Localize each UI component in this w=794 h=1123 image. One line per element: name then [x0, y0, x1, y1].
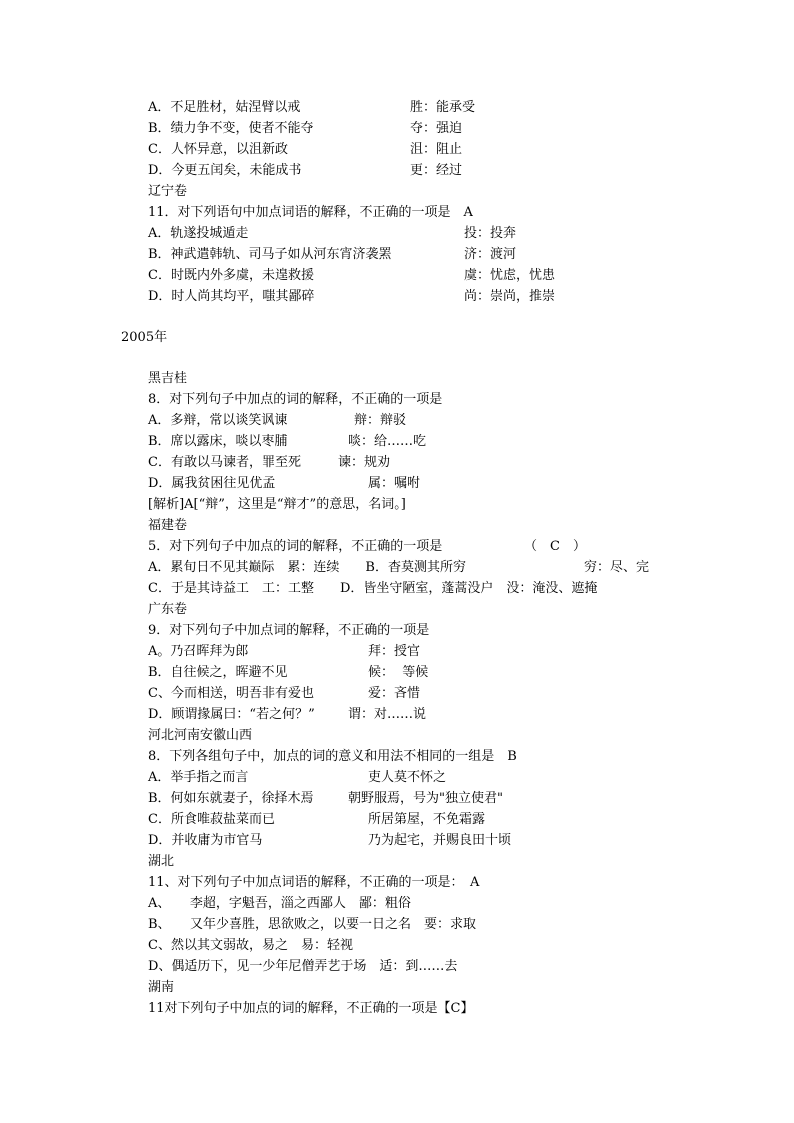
option-a: A．多辩，常以谈笑讽谏 辩：辩驳 — [148, 413, 407, 428]
region-label-hebei: 河北河南安徽山西 — [148, 728, 253, 743]
option-b: B．何如东就妻子，徐择木焉 朝野服焉，号为"独立使君" — [148, 791, 503, 806]
option-a: A．举手指之而言 吏人莫不怀之 — [148, 770, 447, 785]
option-d: D．属我贫困往见优孟 属：嘱咐 — [148, 476, 421, 491]
option-b: B、 又年少喜胜，思欲败之，以要一日之名 要：求取 — [148, 917, 477, 932]
option-b: B．席以露床，啖以枣脯 啖：给……吃 — [148, 434, 427, 449]
region-label-fujian: 福建卷 — [148, 518, 188, 533]
region-label-heijigui: 黑吉桂 — [148, 371, 188, 386]
year-heading: 2005年 — [121, 330, 168, 345]
option-row-cd: C．于是其诗益工 工：工整 D．皆坐守陋室，蓬蒿没户 没：淹没、遮掩 — [148, 581, 598, 596]
question-guangdong: 9．对下列句子中加点词的解释，不正确的一项是 — [148, 623, 430, 638]
option-b: B．神武遣韩轨、司马子如从河东宵济袭罴 济：渡河 — [148, 247, 517, 262]
option-c: C、然以其文弱故，易之 易：轻视 — [148, 938, 353, 953]
option-row-ab: A．累旬日不见其巅际 累：连续 B．杳莫测其所穷 穷：尽、完 — [148, 560, 650, 575]
region-label-liaoning: 辽宁卷 — [148, 184, 188, 199]
option-a: A、 李超，字魁吾，淄之西鄙人 鄙：粗俗 — [148, 896, 411, 911]
option-d: D．顾谓掾属曰：“若之何？” 谓：对……说 — [148, 707, 427, 722]
option-a: A．不足胜材，姑涅臂以戒 胜：能承受 — [148, 100, 476, 115]
option-c: C．人怀异意，以沮新政 沮：阻止 — [148, 142, 463, 157]
question-hubei: 11、对下列句子中加点词语的解释，不正确的一项是： A — [148, 875, 480, 890]
option-a: A。乃召晖拜为郎 拜：授官 — [148, 644, 421, 659]
option-c: C、今而相送，明吾非有爱也 爱：吝惜 — [148, 686, 421, 701]
option-b: B．自往候之，晖避不见 候： 等候 — [148, 665, 429, 680]
region-label-hunan: 湖南 — [148, 980, 175, 995]
option-d: D．时人尚其均平，嗤其鄙碎 尚：崇尚，推崇 — [148, 289, 556, 304]
question-hebei: 8．下列各组句子中，加点的词的意义和用法不相同的一组是 B — [148, 749, 517, 764]
option-a: A．轨遂投城遁走 投：投奔 — [148, 226, 517, 241]
option-c: C．有敢以马谏者，罪至死 谏：规劝 — [148, 455, 391, 470]
question-heijigui: 8．对下列句子中加点的词的解释，不正确的一项是 — [148, 392, 443, 407]
question-liaoning: 11．对下列语句中加点词语的解释，不正确的一项是 A — [148, 205, 473, 220]
option-c: C．所食唯菽盐菜而已 所居第屋，不免霜露 — [148, 812, 486, 827]
option-b: B．绩力争不变，使者不能夺 夺：强迫 — [148, 121, 463, 136]
region-label-hubei: 湖北 — [148, 854, 175, 869]
option-d: D．并收庸为市官马 乃为起宅，并赐良田十顷 — [148, 833, 512, 848]
analysis-note: [解析]A[“辩”，这里是“辩才”的意思，名词。] — [148, 497, 406, 512]
option-c: C．时既内外多虞，未遑救援 虞：忧虑，忧患 — [148, 268, 556, 283]
option-d: D．今更五闰矣，未能成书 更：经过 — [148, 163, 463, 178]
answer-mark: （ C ） — [524, 539, 586, 554]
region-label-guangdong: 广东卷 — [148, 602, 188, 617]
option-d: D、偶适历下，见一少年尼僧弄艺于场 适：到……去 — [148, 959, 458, 974]
question-fujian: 5．对下列句子中加点的词的解释，不正确的一项是 （ C ） — [148, 536, 442, 557]
question-hunan: 11对下列句子中加点的词的解释，不正确的一项是【C】 — [148, 1001, 474, 1016]
